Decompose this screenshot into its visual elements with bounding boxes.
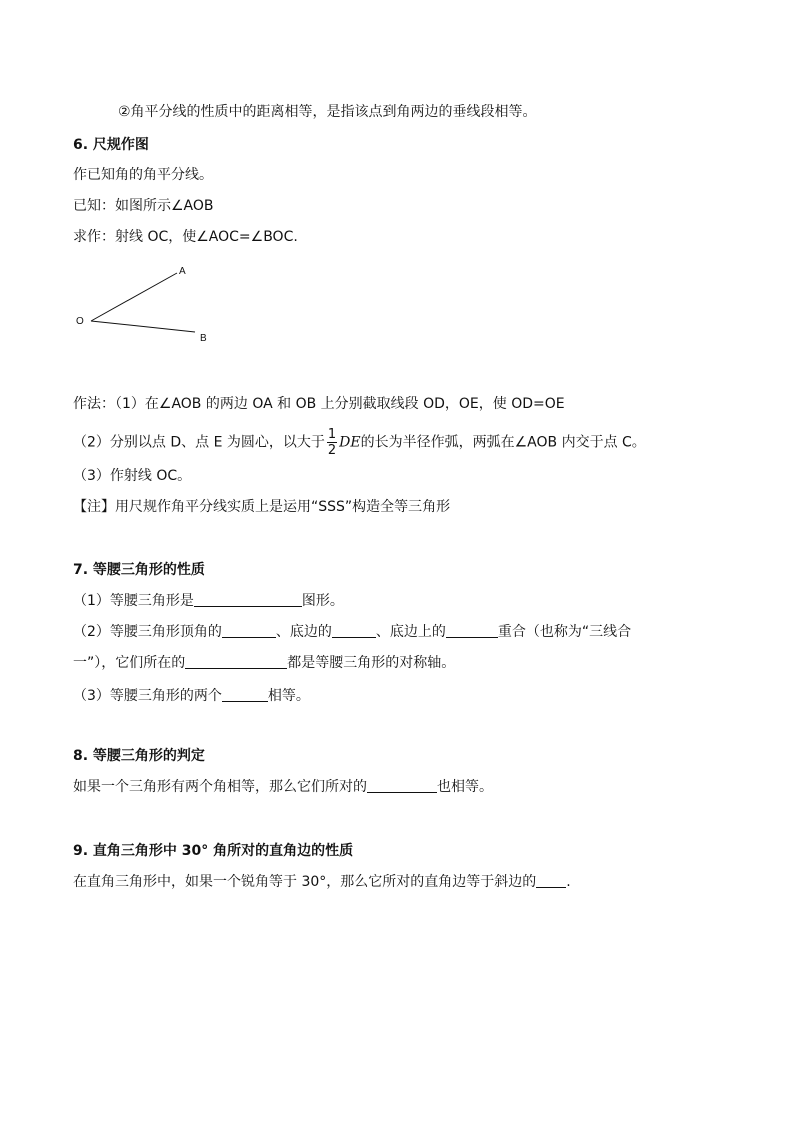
section-6-step-2 [73,428,646,457]
section-6-note: 【注】用尺规作角平分线实质上是运用“SSS”构造全等三角形 [73,499,451,515]
section-7-line-1 [73,591,344,611]
section-6-step-1: 作法：（1）在∠AOB 的两边 OA 和 OB 上分别截取线段 OD，OE，使 OD=OE [73,396,565,412]
s8-l1-text-b: 也相等。 [437,779,493,795]
section-6-step-3: （3）作射线 OC。 [73,468,192,484]
section-7-line-3 [73,653,455,673]
angle-aob-figure [70,258,230,350]
s9-l1-text-b: . [566,874,571,890]
s7-l1-text-b: 图形。 [301,593,344,609]
s9-l1-text-a: 在直角三角形中，如果一个锐角等于 30°，那么它所对的直角边等于斜边的 [73,874,537,890]
s7-l3-text-b: 都是等腰三角形的对称轴。 [287,655,456,671]
blank-figure-type[interactable] [194,591,302,607]
section-9-title: 9. 直角三角形中 30° 角所对的直角边的性质 [73,843,354,859]
s7-l2-text-b: 、底边的 [275,624,332,640]
s7-l2-text-a: （2）等腰三角形顶角的 [73,624,222,640]
fraction-numerator: 1 [327,427,337,442]
segment-de: DE [339,434,361,451]
blank-lines[interactable] [185,653,287,669]
section-7-line-2 [73,622,631,642]
section-7-title: 7. 等腰三角形的性质 [73,562,205,578]
s7-l2-text-c: 、底边上的 [375,624,446,640]
step-2-text-before: （2）分别以点 D、点 E 为圆心，以大于 [73,434,325,451]
section-6-known: 已知：如图所示∠AOB [73,198,214,214]
fraction-half [327,428,337,457]
section-6-construct: 求作：射线 OC，使∠AOC=∠BOC. [73,229,298,245]
blank-base[interactable] [332,622,376,638]
section-6-title: 6. 尺规作图 [73,137,149,153]
ray-oa [91,273,177,321]
step-2-text-after: 的长为半径作弧，两弧在∠AOB 内交于点 C。 [360,434,646,451]
label-b: B [200,333,207,344]
s7-l3-text-a: 一”），它们所在的 [73,655,186,671]
blank-vertex-angle[interactable] [222,622,276,638]
label-o: O [76,316,84,327]
s7-l2-text-d: 重合（也称为“三线合 [497,624,632,640]
blank-sides[interactable] [367,777,437,793]
blank-angles[interactable] [222,686,268,702]
section-6-intro: 作已知角的角平分线。 [73,167,213,183]
ray-ob [91,321,195,332]
line-angle-bisector-property: ②角平分线的性质中的距离相等，是指该点到角两边的垂线段相等。 [118,104,537,120]
s7-l4-text-a: （3）等腰三角形的两个 [73,688,222,704]
section-7-line-4 [73,686,310,706]
s7-l4-text-b: 相等。 [267,688,310,704]
fraction-denominator: 2 [327,443,337,458]
section-8-title: 8. 等腰三角形的判定 [73,748,205,764]
blank-ratio[interactable] [536,872,566,888]
section-8-line-1 [73,777,493,797]
section-9-line-1 [73,872,571,892]
s8-l1-text-a: 如果一个三角形有两个角相等，那么它们所对的 [73,779,367,795]
s7-l1-text-a: （1）等腰三角形是 [73,593,194,609]
blank-base-line[interactable] [446,622,498,638]
label-a: A [179,266,186,277]
